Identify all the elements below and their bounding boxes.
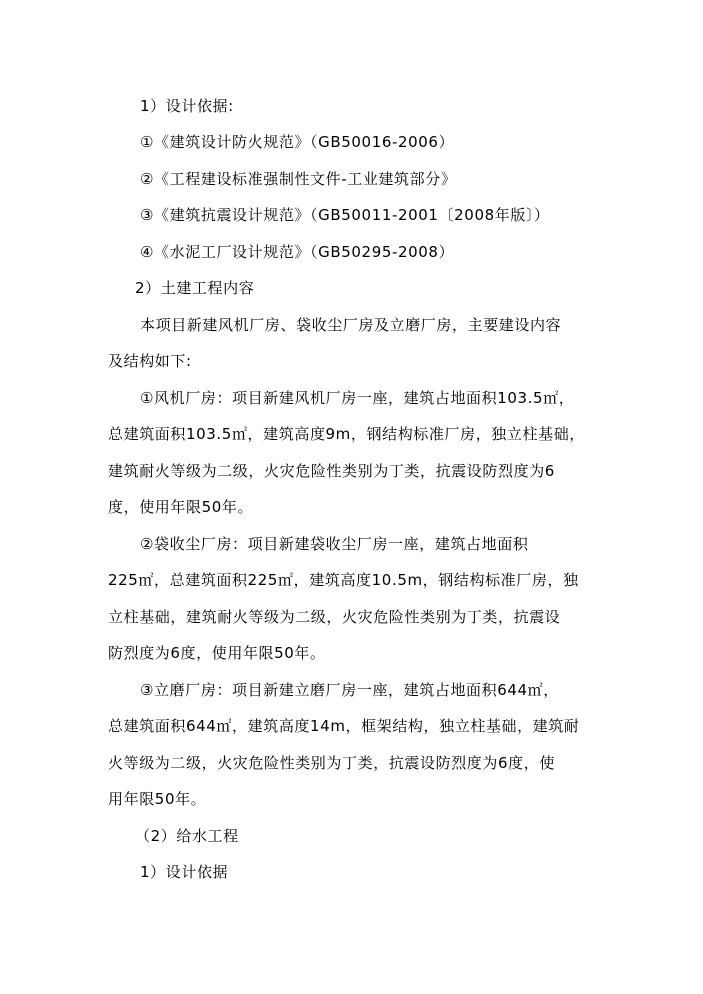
civil-heading: 2）土建工程内容 — [135, 279, 255, 297]
intro-line: 及结构如下: — [108, 352, 192, 370]
dust-house-line: 立柱基础，建筑耐火等级为二级，火灾危险性类别为丁类，抗震设 — [108, 608, 561, 626]
basis-item-industrial-code: ②《工程建设标准强制性文件-工业建筑部分》 — [140, 170, 457, 188]
mill-house-line: 用年限50年。 — [108, 790, 207, 808]
water-basis-heading: 1）设计依据 — [140, 863, 229, 881]
water-supply-heading: （2）给水工程 — [135, 827, 239, 845]
dust-house-line: 225㎡，总建筑面积225㎡，建筑高度10.5m，钢结构标准厂房，独 — [108, 571, 579, 589]
basis-item-seismic-code: ③《建筑抗震设计规范》（GB50011-2001〔2008年版〕） — [140, 206, 550, 224]
basis-item-fire-code: ①《建筑设计防火规范》（GB50016-2006） — [140, 133, 455, 151]
dust-house-line: 防烈度为6度，使用年限50年。 — [108, 644, 326, 662]
fan-house-line: 度，使用年限50年。 — [108, 498, 254, 516]
mill-house-line: 总建筑面积644㎡，建筑高度14m，框架结构，独立柱基础，建筑耐 — [108, 717, 580, 735]
fan-house-line: ①风机厂房：项目新建风机厂房一座，建筑占地面积103.5㎡， — [140, 389, 575, 407]
dust-house-line: ②袋收尘厂房：项目新建袋收尘厂房一座，建筑占地面积 — [140, 535, 529, 553]
fan-house-line: 总建筑面积103.5㎡，建筑高度9m，钢结构标准厂房，独立柱基础， — [108, 425, 585, 443]
intro-line: 本项目新建风机厂房、袋收尘厂房及立磨厂房，主要建设内容 — [140, 316, 562, 334]
basis-item-cement-code: ④《水泥工厂设计规范》（GB50295-2008） — [140, 243, 455, 261]
fan-house-line: 建筑耐火等级为二级，火灾危险性类别为丁类，抗震设防烈度为6 — [108, 462, 555, 480]
mill-house-line: 火等级为二级，火灾危险性类别为丁类，抗震设防烈度为6度，使 — [108, 754, 555, 772]
mill-house-line: ③立磨厂房：项目新建立磨厂房一座，建筑占地面积644㎡， — [140, 681, 559, 699]
basis-heading: 1）设计依据: — [140, 97, 234, 115]
